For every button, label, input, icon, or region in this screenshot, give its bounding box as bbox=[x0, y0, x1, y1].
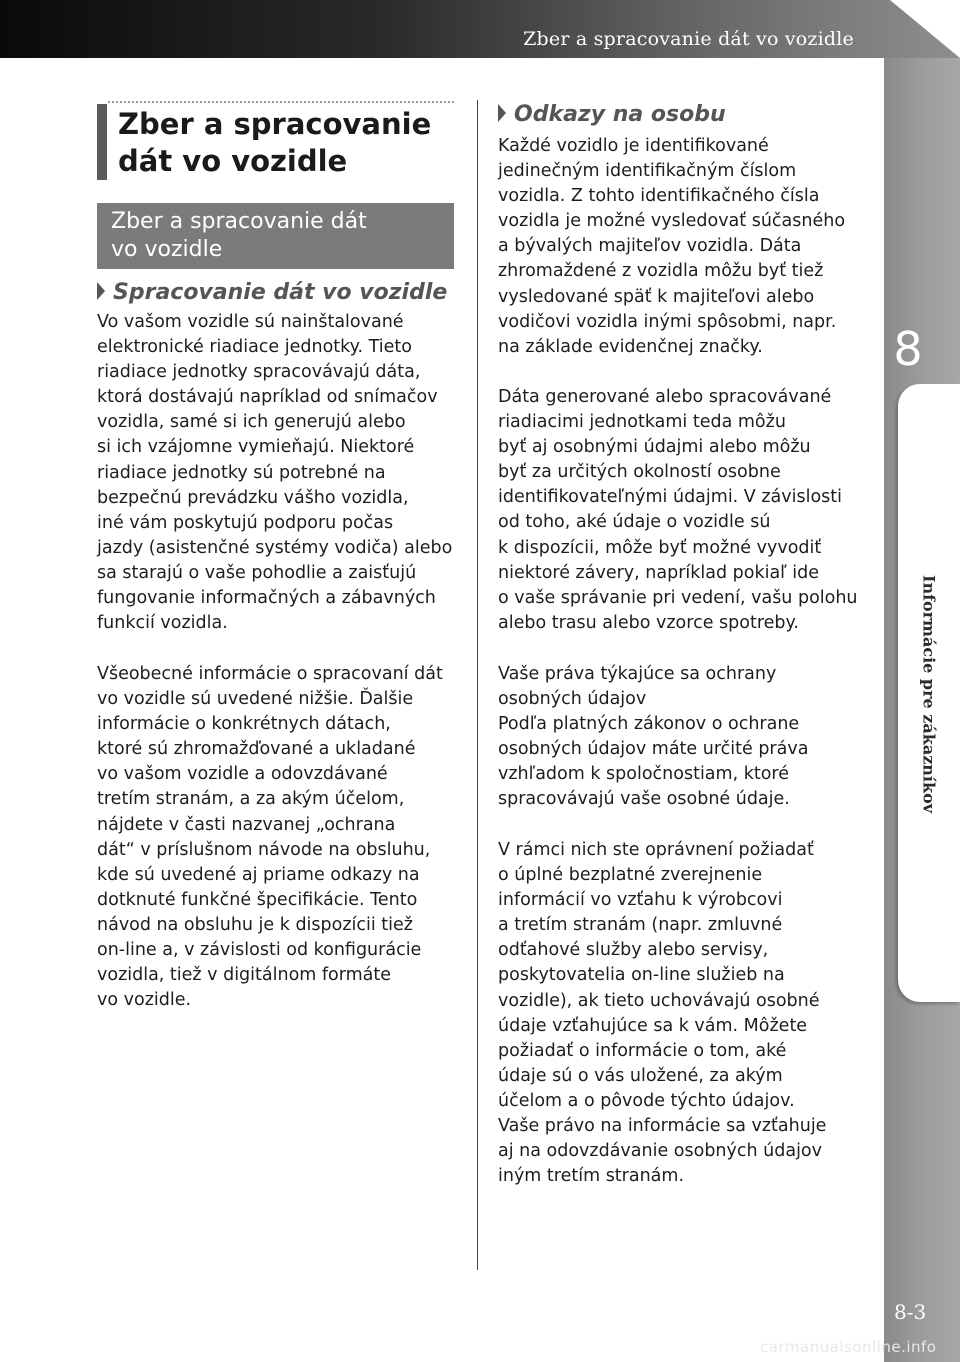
subheading-processing bbox=[97, 280, 447, 305]
chapter-number: 8 bbox=[893, 322, 923, 376]
right-paragraph-3: Vaše práva týkajúce sa ochrany osobných údajov Podľa platných zákonov o ochrane osobných údajov máte určité práva vzhľadom k spoločnostiam, ktoré spracovávajú vaše osobné údaje. bbox=[498, 664, 809, 810]
subheading-personal-reference-text: Odkazy na osobu bbox=[514, 102, 726, 127]
subheading-personal-reference bbox=[498, 102, 726, 127]
page-number: 8-3 bbox=[894, 1300, 927, 1324]
section-heading-box bbox=[97, 203, 454, 269]
chapter-title: Zber a spracovanie dát vo vozidle bbox=[118, 107, 432, 178]
running-header-title: Zber a spracovanie dát vo vozidle bbox=[523, 28, 854, 50]
header-band-cut bbox=[890, 0, 960, 58]
dotted-rule bbox=[108, 101, 454, 103]
section-title: Zber a spracovanie dát vo vozidle bbox=[111, 209, 367, 262]
chapter-tab-label: Informácie pre zákazníkov bbox=[919, 574, 939, 814]
subheading-processing-text: Spracovanie dát vo vozidle bbox=[113, 280, 448, 305]
right-paragraph-1: Každé vozidlo je identifikované jedinečným identifikačným číslom vozidla. Z tohto identifikačného čísla vozidla je možné vysledovať súčasného a bývalých majiteľov vozidla. Dáta zhromaždené z vozidla môžu byť tiež vysledované späť k majiteľovi alebo vodičovi vozidla inými spôsobmi, napr. na základe evidenčnej značky. bbox=[498, 136, 846, 357]
chapter-title-block bbox=[97, 104, 453, 180]
subheading-marker-icon bbox=[97, 282, 105, 300]
right-paragraph-2: Dáta generované alebo spracovávané riadiacimi jednotkami teda môžu byť aj osobnými údajmi alebo môžu byť za určitých okolností osobne identifikovateľnými údajmi. V závislosti od toho, aké údaje o vozidle sú k dispozícii, môže byť možné vyvodiť niektoré závery, napríklad pokiaľ ide o vaše správanie pri vedení, vašu polohu alebo trasu alebo vzorce spotreby. bbox=[498, 387, 858, 633]
column-divider bbox=[477, 100, 478, 1270]
watermark: carmanualsonline.info bbox=[760, 1338, 937, 1356]
right-paragraph-4: V rámci nich ste oprávnení požiadať o úplné bezplatné zverejnenie informácií vo vzťahu k výrobcovi a tretím stranám (napr. zmluvné odťahové služby alebo servisy, poskytovatelia on-line služieb na vozidle), ak tieto uchovávajú osobné údaje vzťahujúce sa k vám. Môžete požiadať o informácie o tom, aké údaje sú o vás uložené, za akým účelom a o pôvode týchto údajov. Vaše právo na informácie sa vzťahuje aj na odovzdávanie osobných údajov iným tretím stranám. bbox=[498, 840, 827, 1187]
left-paragraph-2: Všeobecné informácie o spracovaní dát vo vozidle sú uvedené nižšie. Ďalšie informácie o konkrétnych dátach, ktoré sú zhromažďované a ukladané vo vašom vozidle a odovzdávané tretím stranám, a za akým účelom, nájdete v časti nazvanej „ochrana dát“ v príslušnom návode na obsluhu, kde sú uvedené aj priame odkazy na dotknuté funkčné špecifikácie. Tento návod na obsluhu je k dispozícii tiež on-line a, v závislosti od konfigurácie vozidla, tiež v digitálnom formáte vo vozidle. bbox=[97, 664, 443, 1011]
left-paragraph-1: Vo vašom vozidle sú nainštalované elektronické riadiace jednotky. Tieto riadiace jednotky spracovávajú dáta, ktorá dostávajú napríklad od snímačov vozidla, samé si ich generujú alebo si ich vzájomne vymieňajú. Niektoré riadiace jednotky sú potrebné na bezpečnú prevádzku vášho vozidla, iné vám poskytujú podporu počas jazdy (asistenčné systémy vodiča) alebo sa starajú o vaše pohodlie a zaisťujú fungovanie informačných a zábavných funkcií vozidla. bbox=[97, 312, 453, 634]
chapter-title-bar bbox=[97, 104, 107, 180]
subheading-marker-icon bbox=[498, 104, 506, 122]
